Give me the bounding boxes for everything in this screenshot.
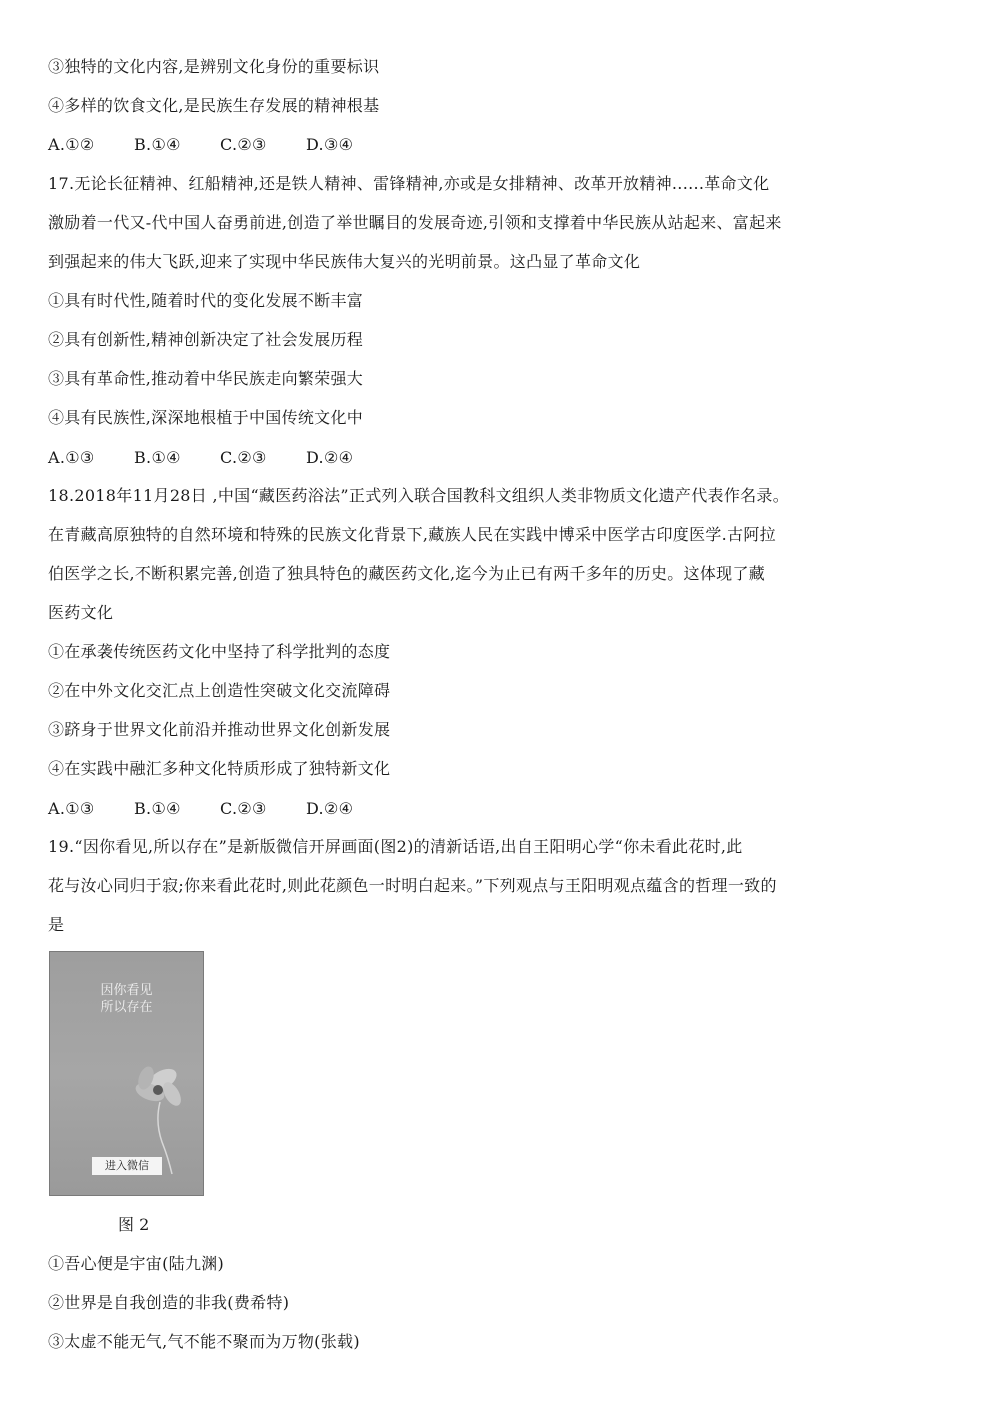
enter-wechat-button: 进入微信 [92, 1157, 162, 1175]
option: D.③④ [306, 135, 354, 154]
figure-caption: 图 2 [118, 1215, 150, 1234]
option: D.②④ [306, 799, 354, 818]
statement-item: ③太虚不能无气,气不能不聚而为万物(张载) [48, 1332, 360, 1351]
statement-item: ①在承袭传统医药文化中坚持了科学批判的态度 [48, 642, 391, 661]
figure-text-line: 因你看见 [100, 983, 153, 998]
answer-options-q18 [48, 798, 948, 820]
text-line: 伯医学之长,不断积累完善,创造了独具特色的藏医药文化,迄今为止已有两千多年的历史。这体现了藏 [48, 564, 766, 583]
statement-item: ②在中外文化交汇点上创造性突破文化交流障碍 [48, 681, 391, 700]
text-line: 到强起来的伟大飞跃,迎来了实现中华民族伟大复兴的光明前景。这凸显了革命文化 [48, 252, 641, 271]
text-line: 在青藏高原独特的自然环境和特殊的民族文化背景下,藏族人民在实践中博采中医学古印度医学.古阿拉 [48, 525, 776, 544]
option: B.①④ [134, 135, 181, 154]
option: B.①④ [134, 799, 181, 818]
wechat-splash-figure [49, 951, 204, 1196]
answer-options-q16 [48, 134, 948, 156]
question-19-text: 19.“因你看见,所以存在”是新版微信开屏画面(图2)的清新话语,出自王阳明心学“你未看此花时,此 [48, 837, 743, 856]
text-line: 花与汝心同归于寂;你来看此花时,则此花颜色一时明白起来。”下列观点与王阳明观点蕴含的哲理一致的 [48, 876, 777, 895]
text-line: ③独特的文化内容,是辨别文化身份的重要标识 [48, 57, 380, 76]
option: A.①③ [48, 799, 95, 818]
statement-item: ③具有革命性,推动着中华民族走向繁荣强大 [48, 369, 364, 388]
statement-item: ①吾心便是宇宙(陆九渊) [48, 1254, 225, 1273]
figure-text-line: 所以存在 [100, 1000, 153, 1015]
option: B.①④ [134, 448, 181, 467]
statement-item: ②具有创新性,精神创新决定了社会发展历程 [48, 330, 364, 349]
text-line: ④多样的饮食文化,是民族生存发展的精神根基 [48, 96, 380, 115]
option: C.②③ [220, 448, 267, 467]
option: A.①② [48, 135, 95, 154]
statement-item: ②世界是自我创造的非我(费希特) [48, 1293, 290, 1312]
answer-options-q17 [48, 447, 948, 469]
text-line: 激励着一代又-代中国人奋勇前进,创造了举世瞩目的发展奇迹,引领和支撑着中华民族从站起来、富起来 [48, 213, 782, 232]
option: A.①③ [48, 448, 95, 467]
statement-item: ③跻身于世界文化前沿并推动世界文化创新发展 [48, 720, 391, 739]
question-17-text: 17.无论长征精神、红船精神,还是铁人精神、雷锋精神,亦或是女排精神、改革开放精神......革命文化 [48, 174, 770, 193]
statement-item: ①具有时代性,随着时代的变化发展不断丰富 [48, 291, 364, 310]
statement-item: ④在实践中融汇多种文化特质形成了独特新文化 [48, 759, 391, 778]
text-line: 医药文化 [48, 603, 114, 622]
statement-item: ④具有民族性,深深地根植于中国传统文化中 [48, 408, 364, 427]
option: C.②③ [220, 799, 267, 818]
option: C.②③ [220, 135, 267, 154]
text-line: 是 [48, 915, 65, 934]
question-18-text: 18.2018年11月28日 ,中国“藏医药浴法”正式列入联合国教科文组织人类非物质文化遗产代表作名录。 [48, 486, 790, 505]
option: D.②④ [306, 448, 354, 467]
